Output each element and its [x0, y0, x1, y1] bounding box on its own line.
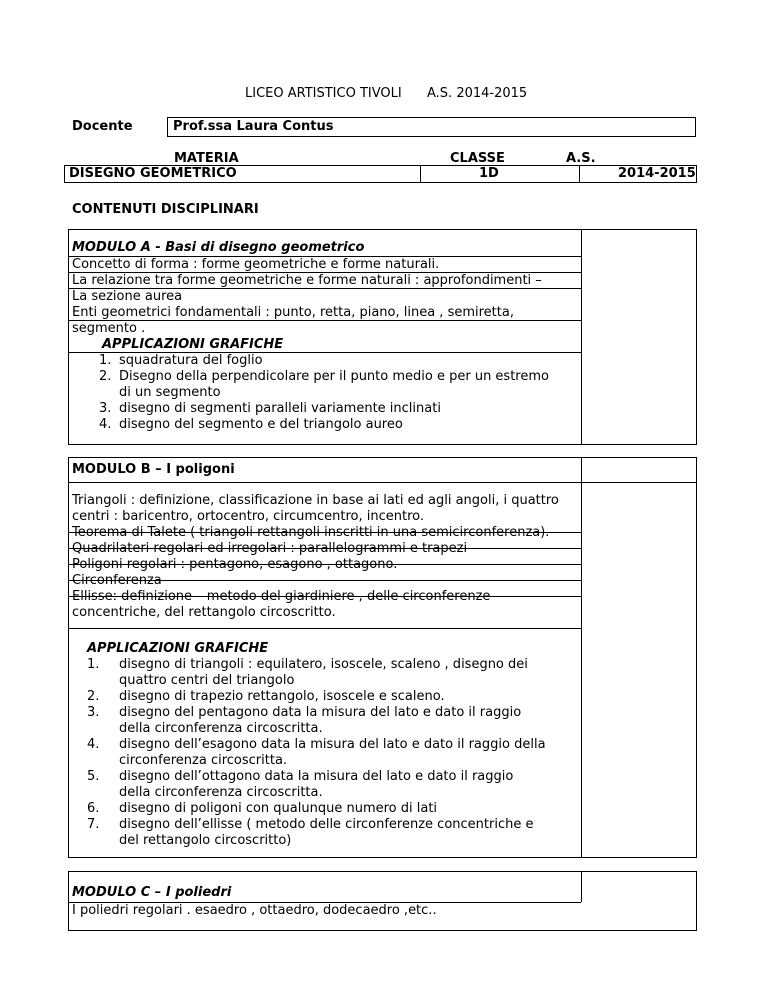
module-a-line: Enti geometrici fondamentali : punto, retta, piano, linea , semiretta, — [72, 305, 514, 320]
module-b-line: Circonferenza — [72, 573, 162, 588]
app-number: 6. — [87, 801, 100, 816]
app-item: disegno di segmenti paralleli variamente inclinati — [119, 401, 441, 416]
app-item: disegno di poligoni con qualunque numero di lati — [119, 801, 438, 816]
classe-value: 1D — [479, 166, 499, 181]
app-item: di un segmento — [119, 385, 221, 400]
app-item: disegno del segmento e del triangolo aureo — [119, 417, 403, 432]
module-b-line: concentriche, del rettangolo circoscritto. — [72, 605, 336, 620]
app-item: disegno dell’ottagono data la misura del lato e dato il raggio — [119, 769, 514, 784]
app-item: disegno di trapezio rettangolo, isoscele e scaleno. — [119, 689, 445, 704]
app-number: 5. — [87, 769, 100, 784]
info-table — [64, 165, 697, 183]
materia-label: MATERIA — [174, 151, 239, 166]
app-number: 2. — [99, 369, 112, 384]
app-number: 1. — [99, 353, 112, 368]
teacher-name-box — [167, 117, 696, 137]
module-b-line: Teorema di Talete ( triangoli rettangoli inscritti in una semicirconferenza). — [72, 525, 550, 540]
app-item: della circonferenza circoscritta. — [119, 721, 323, 736]
app-number: 3. — [99, 401, 112, 416]
app-item: disegno dell’ellisse ( metodo delle circonferenze concentriche e — [119, 817, 534, 832]
app-item: disegno di triangoli : equilatero, isoscele, scaleno , disegno dei — [119, 657, 528, 672]
app-item: del rettangolo circoscritto) — [119, 833, 292, 848]
teacher-name: Prof.ssa Laura Contus — [173, 119, 334, 134]
module-b-line: Quadrilateri regolari ed irregolari : parallelogrammi e trapezi — [72, 541, 468, 556]
as-value: 2014-2015 — [618, 166, 696, 181]
module-c-table — [68, 871, 697, 931]
module-a-line: segmento . — [72, 321, 146, 336]
contents-title: CONTENUTI DISCIPLINARI — [72, 202, 259, 217]
module-a-line: La sezione aurea — [72, 289, 183, 304]
app-item: circonferenza circoscritta. — [119, 753, 288, 768]
module-a-line: Concetto di forma : forme geometriche e forme naturali. — [72, 257, 440, 272]
app-number: 4. — [99, 417, 112, 432]
module-a-title: MODULO A - Basi di disegno geometrico — [72, 240, 365, 255]
module-b-line: Poligoni regolari : pentagono, esagono , ottagono. — [72, 557, 398, 572]
module-c-title: MODULO C – I poliedri — [72, 885, 232, 900]
app-item: Disegno della perpendicolare per il punto medio e per un estremo — [119, 369, 549, 384]
app-item: squadratura del foglio — [119, 353, 263, 368]
as-label: A.S. — [566, 151, 596, 166]
module-a-table — [68, 229, 697, 445]
app-number: 3. — [87, 705, 100, 720]
school-name: LICEO ARTISTICO TIVOLI — [245, 86, 402, 101]
module-c-line: I poliedri regolari . esaedro , ottaedro, dodecaedro ,etc.. — [72, 903, 437, 918]
module-b-table — [68, 457, 697, 858]
module-b-line: centri : baricentro, ortocentro, circumcentro, incentro. — [72, 509, 425, 524]
school-year: A.S. 2014-2015 — [427, 86, 528, 101]
classe-label: CLASSE — [450, 151, 505, 166]
app-item: disegno dell’esagono data la misura del lato e dato il raggio della — [119, 737, 546, 752]
module-b-line: Ellisse: definizione – metodo del giardiniere , delle circonferenze — [72, 589, 491, 604]
app-number: 1. — [87, 657, 100, 672]
app-item: disegno del pentagono data la misura del lato e dato il raggio — [119, 705, 522, 720]
app-number: 7. — [87, 817, 100, 832]
app-number: 2. — [87, 689, 100, 704]
app-item: della circonferenza circoscritta. — [119, 785, 323, 800]
app-number: 4. — [87, 737, 100, 752]
materia-value: DISEGNO GEOMETRICO — [69, 166, 237, 181]
module-b-title: MODULO B – I poligoni — [72, 462, 235, 477]
module-a-line: La relazione tra forme geometriche e forme naturali : approfondimenti – — [72, 273, 542, 288]
app-item: quattro centri del triangolo — [119, 673, 295, 688]
module-b-app-title: APPLICAZIONI GRAFICHE — [87, 641, 269, 656]
module-a-app-title: APPLICAZIONI GRAFICHE — [102, 337, 284, 352]
teacher-label: Docente — [72, 119, 133, 134]
module-b-line: Triangoli : definizione, classificazione in base ai lati ed agli angoli, i quattro — [72, 493, 559, 508]
